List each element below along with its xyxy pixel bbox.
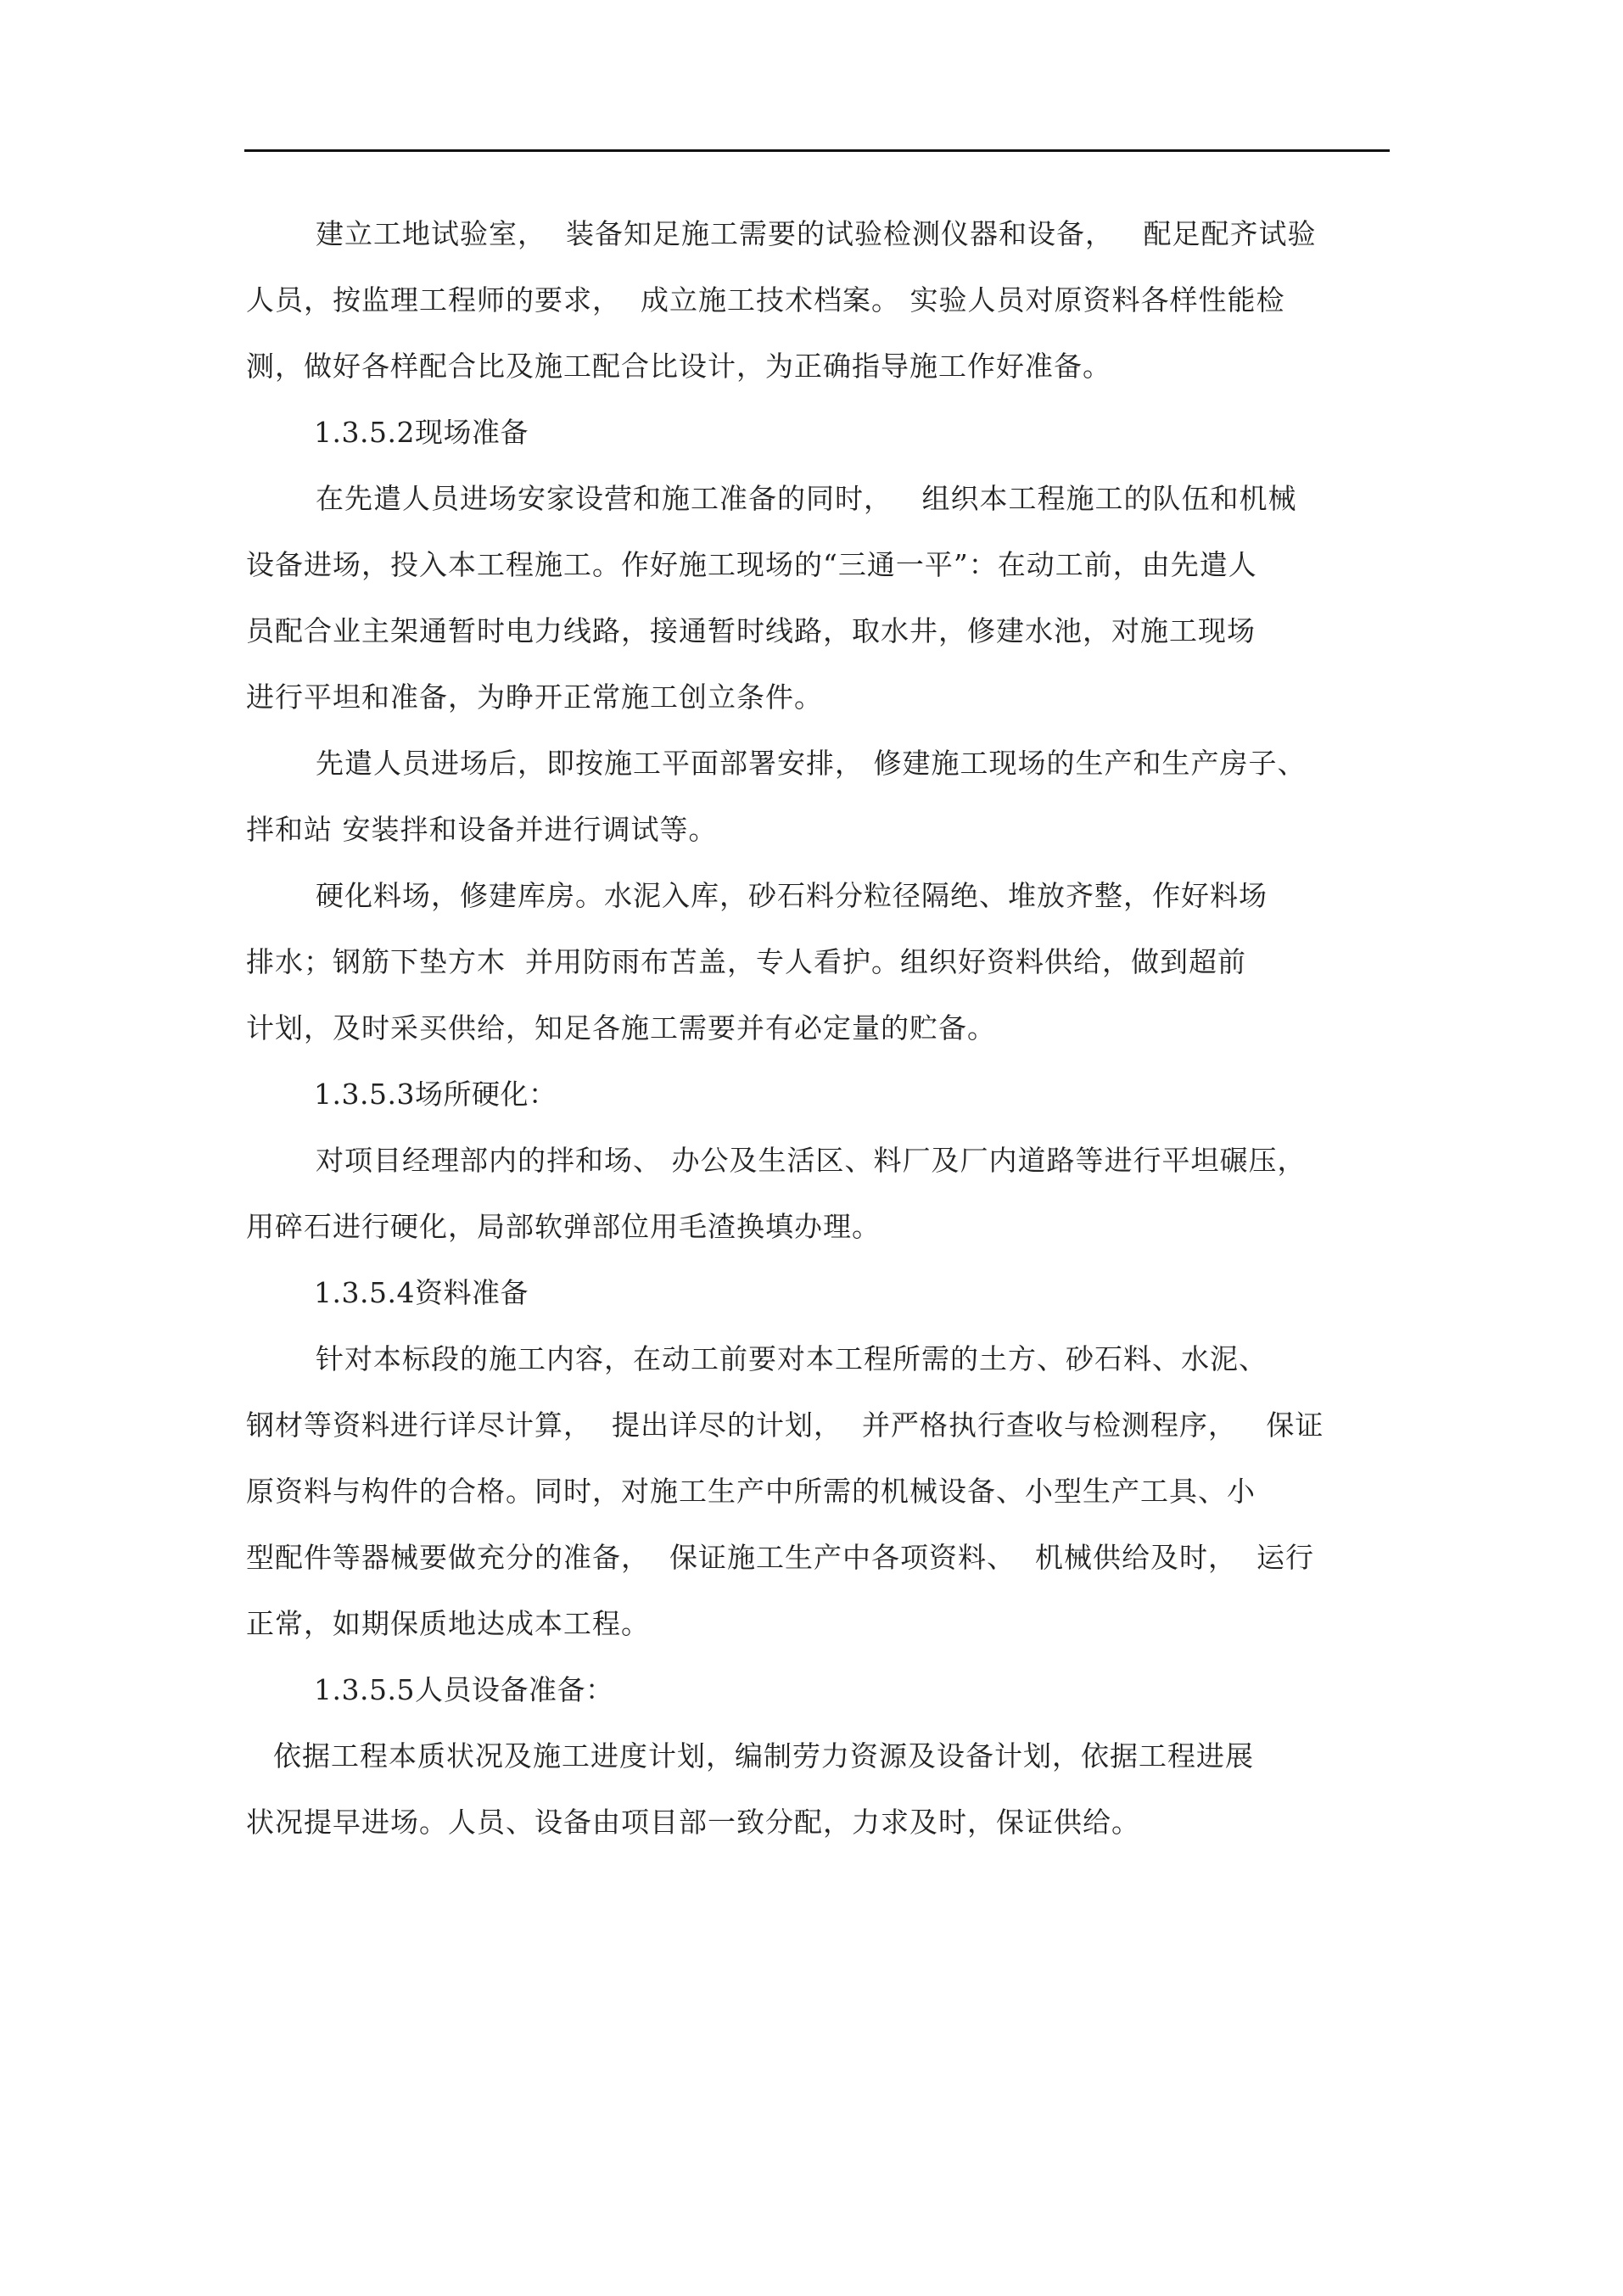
paragraph-line: 在先遣人员进场安家设营和施工准备的同时， 组织本工程施工的队伍和机械 <box>316 482 1297 515</box>
paragraph-line: 依据工程本质状况及施工进度计划，编制劳力资源及设备计划，依据工程进展 <box>273 1739 1254 1772</box>
paragraph-line: 正常，如期保质地达成本工程。 <box>246 1607 650 1640</box>
paragraph-line: 设备进场，投入本工程施工。作好施工现场的“三通一平”：在动工前，由先遣人 <box>246 548 1257 581</box>
paragraph-line: 进行平坦和准备，为睁开正常施工创立条件。 <box>246 680 823 714</box>
paragraph-line: 计划，及时采买供给，知足各施工需要并有必定量的贮备。 <box>246 1011 996 1044</box>
paragraph-line: 建立工地试验室， 装备知足施工需要的试验检测仪器和设备， 配足配齐试验 <box>316 217 1317 250</box>
section-heading: 1.3.5.2现场准备 <box>314 416 529 449</box>
paragraph-line: 员配合业主架通暂时电力线路，接通暂时线路，取水井，修建水池，对施工现场 <box>246 614 1256 647</box>
section-heading: 1.3.5.3场所硬化： <box>314 1078 557 1111</box>
section-heading: 1.3.5.4资料准备 <box>314 1276 529 1309</box>
paragraph-line: 原资料与构件的合格。同时，对施工生产中所需的机械设备、小型生产工具、小 <box>246 1475 1256 1508</box>
paragraph-line: 测，做好各样配合比及施工配合比设计，为正确指导施工作好准备。 <box>246 350 1111 383</box>
paragraph-line: 用碎石进行硬化，局部软弹部位用毛渣换填办理。 <box>246 1210 881 1243</box>
paragraph-line: 针对本标段的施工内容，在动工前要对本工程所需的土方、砂石料、水泥、 <box>316 1342 1268 1375</box>
header-rule <box>244 149 1390 152</box>
paragraph-line: 型配件等器械要做充分的准备， 保证施工生产中各项资料、 机械供给及时， 运行 <box>246 1541 1314 1574</box>
paragraph-line: 硬化料场，修建库房。水泥入库，砂石料分粒径隔绝、堆放齐整，作好料场 <box>316 879 1268 912</box>
paragraph-line: 先遣人员进场后，即按施工平面部署安排， 修建施工现场的生产和生产房子、 <box>316 747 1307 780</box>
paragraph-line: 状况提早进场。人员、设备由项目部一致分配，力求及时，保证供给。 <box>246 1806 1140 1839</box>
paragraph-line: 钢材等资料进行详尽计算， 提出详尽的计划， 并严格执行查收与检测程序， 保证 <box>246 1408 1324 1442</box>
paragraph-line: 排水；钢筋下垫方木 并用防雨布苫盖，专人看护。组织好资料供给，做到超前 <box>246 945 1246 978</box>
section-heading: 1.3.5.5人员设备准备： <box>314 1673 614 1706</box>
paragraph-line: 人员，按监理工程师的要求， 成立施工技术档案。 实验人员对原资料各样性能检 <box>246 283 1285 316</box>
paragraph-line: 对项目经理部内的拌和场、 办公及生活区、料厂及厂内道路等进行平坦碾压， <box>316 1144 1307 1177</box>
paragraph-line: 拌和站 安装拌和设备并进行调试等。 <box>246 813 718 846</box>
